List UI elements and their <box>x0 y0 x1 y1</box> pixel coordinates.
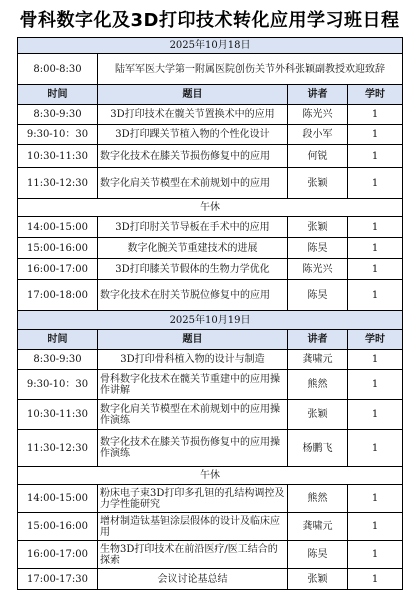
table-row <box>18 168 403 199</box>
header-speaker: 讲者 <box>288 85 348 105</box>
session-time: 11:30-12:30 <box>18 168 98 199</box>
table-row <box>18 105 403 125</box>
lunch-break: 午休 <box>18 467 403 485</box>
table-row <box>18 280 403 311</box>
session-speaker: 张颖 <box>288 569 348 590</box>
session-time: 15:00-16:00 <box>18 513 98 541</box>
table-row <box>18 145 403 168</box>
table-row <box>18 430 403 467</box>
table-row <box>18 569 403 590</box>
session-hours: 1 <box>348 105 403 125</box>
session-time: 16:00-17:00 <box>18 259 98 280</box>
session-speaker: 陈昊 <box>288 280 348 311</box>
session-time: 15:00-16:00 <box>18 238 98 259</box>
table-row <box>18 485 403 513</box>
session-time: 8:30-9:30 <box>18 350 98 370</box>
session-speaker: 陈昊 <box>288 238 348 259</box>
session-time: 11:30-12:30 <box>18 430 98 467</box>
session-time: 8:30-9:30 <box>18 105 98 125</box>
day2-header-row <box>18 330 403 350</box>
session-topic: 骨科数字化技术在髋关节重建中的应用操作讲解 <box>98 370 288 400</box>
session-time: 9:30-10：30 <box>18 370 98 400</box>
session-speaker: 熊然 <box>288 485 348 513</box>
header-hours: 学时 <box>348 85 403 105</box>
day2-date-row <box>18 311 403 330</box>
session-speaker: 熊然 <box>288 370 348 400</box>
session-topic: 生物3D打印技术在前沿医疗/医工结合的探索 <box>98 541 288 569</box>
lunch-break: 午休 <box>18 199 403 217</box>
session-topic: 数字化技术在膝关节损伤修复中的应用 <box>98 145 288 168</box>
session-topic: 3D打印肘关节导板在手术中的应用 <box>98 217 288 238</box>
session-hours: 1 <box>348 168 403 199</box>
session-time: 10:30-11:30 <box>18 400 98 430</box>
session-topic: 3D打印技术在髋关节置换术中的应用 <box>98 105 288 125</box>
schedule-table <box>17 37 403 590</box>
session-topic: 3D打印膝关节假体的生物力学优化 <box>98 259 288 280</box>
session-hours: 1 <box>348 569 403 590</box>
session-speaker: 陈光兴 <box>288 259 348 280</box>
session-speaker: 张颖 <box>288 168 348 199</box>
intro-time: 8:00-8:30 <box>18 54 98 85</box>
session-topic: 数字化肩关节模型在术前规划中的应用 <box>98 168 288 199</box>
session-hours: 1 <box>348 370 403 400</box>
table-row <box>18 238 403 259</box>
session-hours: 1 <box>348 485 403 513</box>
header-topic: 题目 <box>98 330 288 350</box>
intro-text: 陆军军医大学第一附属医院创伤关节外科张颖副教授欢迎致辞 <box>98 54 403 85</box>
header-time: 时间 <box>18 330 98 350</box>
session-speaker: 陈光兴 <box>288 105 348 125</box>
day2-date: 2025年10月19日 <box>18 311 403 330</box>
session-hours: 1 <box>348 125 403 145</box>
session-hours: 1 <box>348 259 403 280</box>
session-time: 17:00-17:30 <box>18 569 98 590</box>
session-speaker: 段小军 <box>288 125 348 145</box>
session-time: 9:30-10：30 <box>18 125 98 145</box>
day1-date: 2025年10月18日 <box>18 38 403 54</box>
session-hours: 1 <box>348 238 403 259</box>
session-speaker: 张颖 <box>288 400 348 430</box>
session-speaker: 杨鹏飞 <box>288 430 348 467</box>
header-speaker: 讲者 <box>288 330 348 350</box>
table-row <box>18 513 403 541</box>
session-speaker: 龚啸元 <box>288 513 348 541</box>
session-time: 16:00-17:00 <box>18 541 98 569</box>
session-speaker: 张颖 <box>288 217 348 238</box>
table-row <box>18 125 403 145</box>
session-topic: 增材制造钛基钽涂层假体的设计及临床应用 <box>98 513 288 541</box>
session-topic: 3D打印骨科植入物的设计与制造 <box>98 350 288 370</box>
session-speaker: 何锐 <box>288 145 348 168</box>
session-hours: 1 <box>348 280 403 311</box>
day1-header-row <box>18 85 403 105</box>
session-time: 14:00-15:00 <box>18 485 98 513</box>
table-row <box>18 217 403 238</box>
session-speaker: 龚啸元 <box>288 350 348 370</box>
lunch-break-row <box>18 467 403 485</box>
day1-date-row <box>18 38 403 54</box>
header-time: 时间 <box>18 85 98 105</box>
header-topic: 题目 <box>98 85 288 105</box>
session-hours: 1 <box>348 513 403 541</box>
table-row <box>18 541 403 569</box>
session-topic: 数字化技术在肘关节脱位修复中的应用 <box>98 280 288 311</box>
session-hours: 1 <box>348 430 403 467</box>
session-time: 17:00-18:00 <box>18 280 98 311</box>
session-hours: 1 <box>348 217 403 238</box>
session-topic: 3D打印踝关节植入物的个性化设计 <box>98 125 288 145</box>
table-row <box>18 370 403 400</box>
table-row <box>18 259 403 280</box>
session-topic: 数字化肩关节模型在术前规划中的应用操作演练 <box>98 400 288 430</box>
session-topic: 数字化腕关节重建技术的进展 <box>98 238 288 259</box>
session-hours: 1 <box>348 350 403 370</box>
session-hours: 1 <box>348 145 403 168</box>
session-topic: 数字化技术在膝关节损伤修复中的应用操作演练 <box>98 430 288 467</box>
table-row <box>18 400 403 430</box>
session-topic: 粉床电子束3D打印多孔钽的孔结构调控及力学性能研究 <box>98 485 288 513</box>
lunch-break-row <box>18 199 403 217</box>
session-hours: 1 <box>348 400 403 430</box>
session-time: 14:00-15:00 <box>18 217 98 238</box>
page-title: 骨科数字化及3D打印技术转化应用学习班日程 <box>19 10 400 31</box>
table-row <box>18 350 403 370</box>
session-speaker: 陈昊 <box>288 541 348 569</box>
session-topic: 会议讨论基总结 <box>98 569 288 590</box>
session-hours: 1 <box>348 541 403 569</box>
header-hours: 学时 <box>348 330 403 350</box>
session-time: 10:30-11:30 <box>18 145 98 168</box>
day1-intro-row <box>18 54 403 85</box>
